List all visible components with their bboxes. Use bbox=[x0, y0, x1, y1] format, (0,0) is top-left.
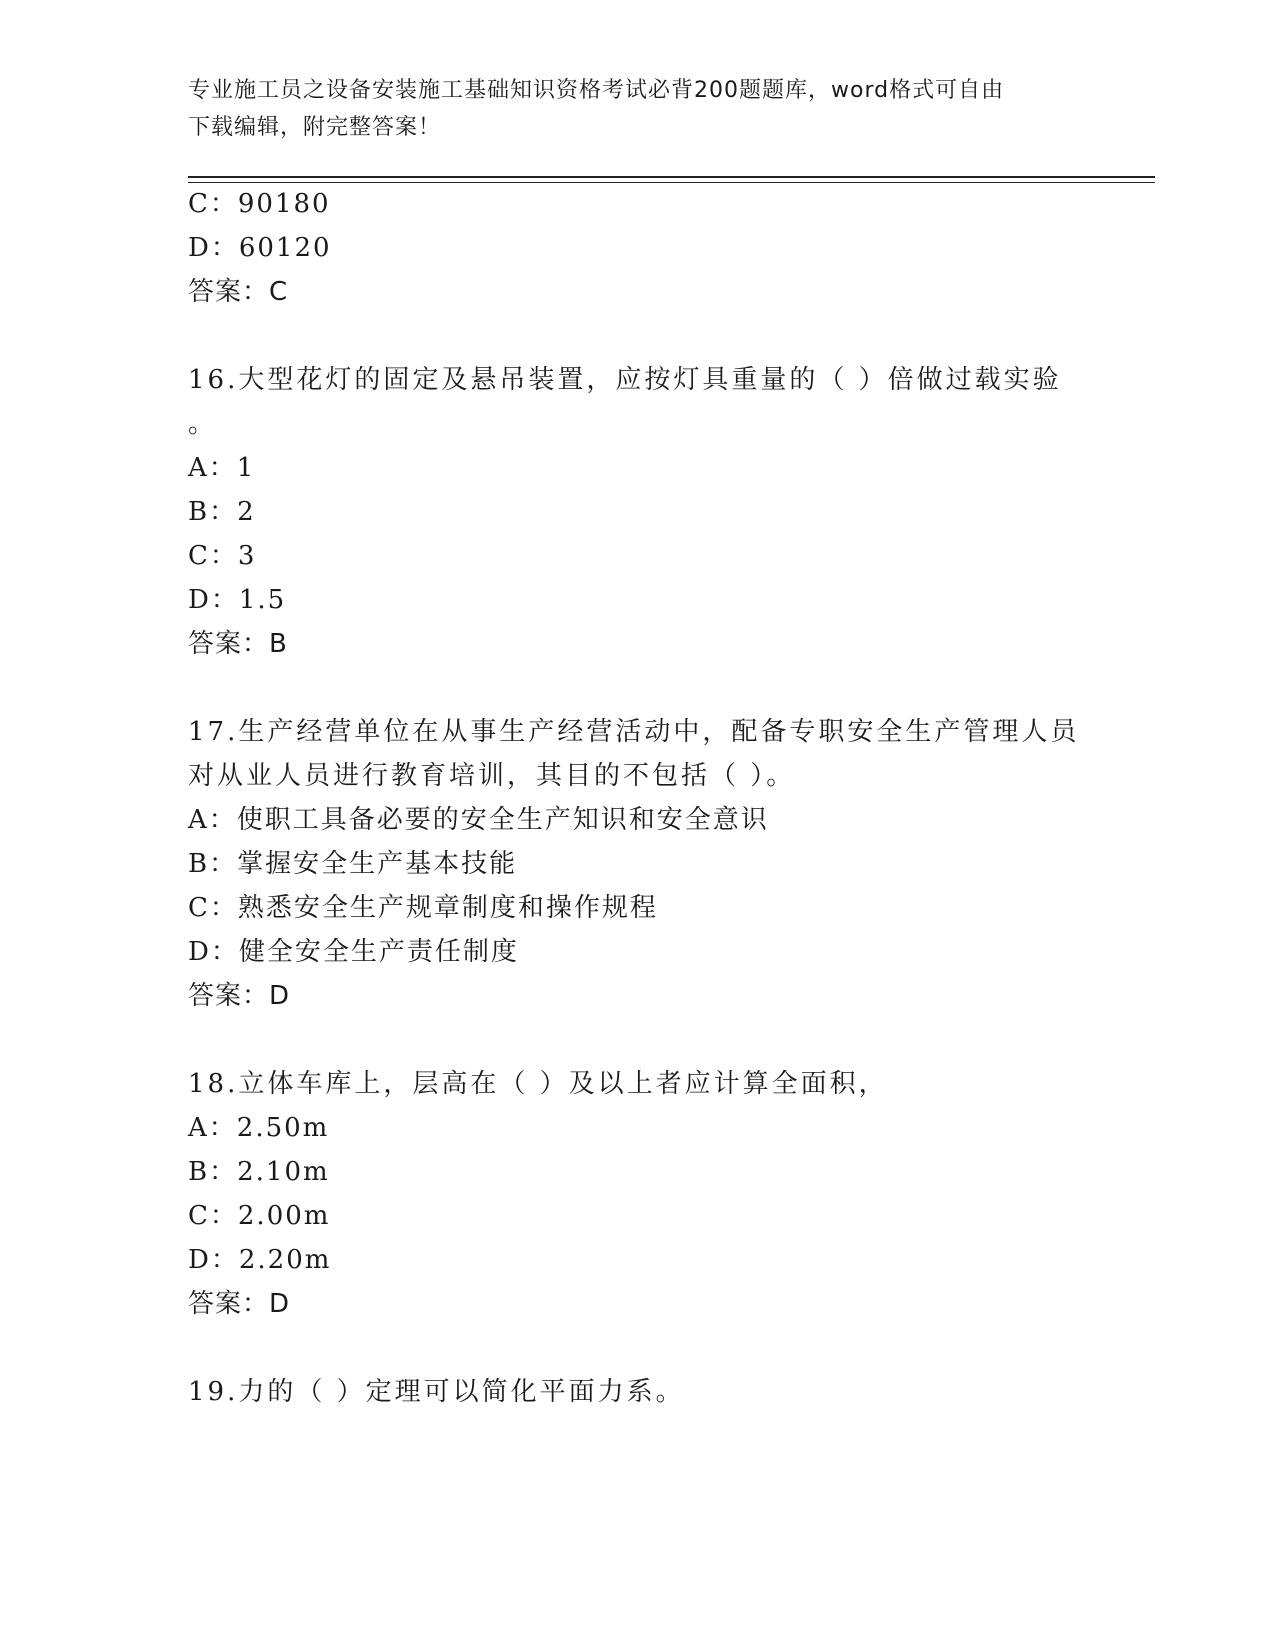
q16-question-line-1: 16.大型花灯的固定及悬吊装置，应按灯具重量的（ ）倍做过载实验 bbox=[188, 365, 1062, 395]
q16-option-d: D：1.5 bbox=[188, 585, 287, 615]
q17-option-c: C：熟悉安全生产规章制度和操作规程 bbox=[188, 893, 658, 923]
q16-question-line-2: 。 bbox=[188, 409, 217, 439]
q17-option-a: A：使职工具备必要的安全生产知识和安全意识 bbox=[188, 805, 769, 835]
q17-question-line-1: 17.生产经营单位在从事生产经营活动中，配备专职安全生产管理人员 bbox=[188, 717, 1080, 747]
q18-option-b: B：2.10m bbox=[188, 1157, 330, 1187]
q17-answer: 答案：D bbox=[188, 981, 291, 1011]
q18-answer: 答案：D bbox=[188, 1289, 291, 1319]
q16-option-b: B：2 bbox=[188, 497, 256, 527]
document-header bbox=[188, 72, 1088, 146]
q18-option-c: C：2.00m bbox=[188, 1201, 331, 1231]
q15-answer: 答案：C bbox=[188, 277, 289, 307]
q17-option-b: B：掌握安全生产基本技能 bbox=[188, 849, 518, 879]
header-divider-thick bbox=[188, 176, 1155, 178]
q18-option-d: D：2.20m bbox=[188, 1245, 332, 1275]
q17-option-d: D：健全安全生产责任制度 bbox=[188, 937, 519, 967]
q15-option-d: D：60120 bbox=[188, 233, 332, 263]
q16-option-c: C：3 bbox=[188, 541, 257, 571]
q16-option-a: A：1 bbox=[188, 453, 256, 483]
header-title-line-2: 下载编辑，附完整答案！ bbox=[188, 115, 442, 140]
q19-question-line-1: 19.力的（ ）定理可以简化平面力系。 bbox=[188, 1377, 685, 1407]
header-title-line-1: 专业施工员之设备安装施工基础知识资格考试必背200题题库，word格式可自由 bbox=[188, 78, 1005, 103]
q18-option-a: A：2.50m bbox=[188, 1113, 330, 1143]
q18-question-line-1: 18.立体车库上，层高在（ ）及以上者应计算全面积， bbox=[188, 1069, 888, 1099]
q15-option-c: C：90180 bbox=[188, 189, 331, 219]
q17-question-line-2: 对从业人员进行教育培训，其目的不包括（ ）。 bbox=[188, 761, 796, 791]
q16-answer: 答案：B bbox=[188, 629, 288, 659]
header-divider-thin bbox=[188, 182, 1155, 183]
